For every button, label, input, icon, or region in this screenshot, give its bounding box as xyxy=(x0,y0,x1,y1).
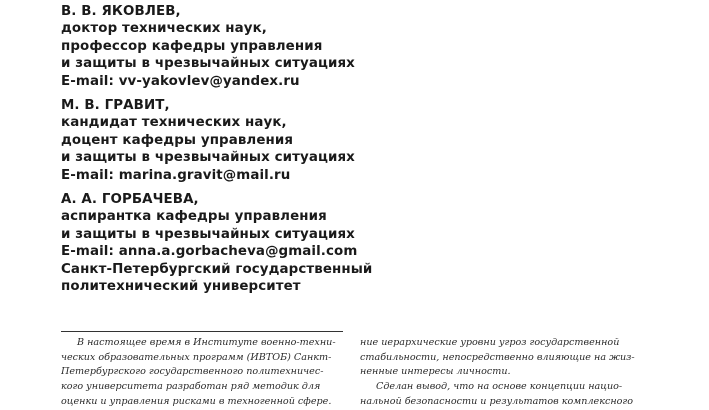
author-email: E-mail: anna.a.gorbacheva@gmail.com xyxy=(61,244,358,260)
author-department: и защиты в чрезвычайных ситуациях xyxy=(61,226,355,242)
author-name: В. В. ЯКОВЛЕВ, xyxy=(61,4,181,19)
author-list xyxy=(61,3,381,303)
abstract-line: нальной безопасности и результатов комплексного xyxy=(360,395,634,407)
abstract-divider xyxy=(61,331,343,332)
author-position: профессор кафедры управления xyxy=(61,38,323,54)
affiliation: политехнический университет xyxy=(61,279,301,295)
author-department: и защиты в чрезвычайных ситуациях xyxy=(61,150,355,166)
abstract-line: ческих образовательных программ (ИВТОБ) Санкт- xyxy=(61,351,332,363)
author-yakovlev xyxy=(61,3,381,90)
abstract-line: В настоящее время в Институте военно-техни- xyxy=(77,337,336,348)
abstract-column-left xyxy=(61,336,343,410)
abstract-line: стабильности, непосредственно влияющие на жиз- xyxy=(360,351,635,363)
author-gravit xyxy=(61,97,381,184)
abstract-line: ненные интересы личности. xyxy=(360,366,511,378)
abstract-column-right xyxy=(360,336,644,410)
abstract-line: оценки и управления рисками в техногенной сфере. xyxy=(61,395,332,407)
author-position: доцент кафедры управления xyxy=(61,132,294,148)
abstract-line: Сделан вывод, что на основе концепции нацио- xyxy=(376,381,623,393)
author-name: М. В. ГРАВИТ, xyxy=(61,98,170,114)
author-degree: доктор технических наук, xyxy=(61,21,267,37)
author-email: E-mail: marina.gravit@mail.ru xyxy=(61,167,291,183)
abstract-line: кого университета разработан ряд методик для xyxy=(61,381,321,393)
author-position: аспирантка кафедры управления xyxy=(61,209,327,225)
affiliation: Санкт-Петербургский государственный xyxy=(61,261,373,277)
author-email: E-mail: vv-yakovlev@yandex.ru xyxy=(61,73,300,89)
abstract-line: Петербургского государственного политехничес- xyxy=(61,366,324,378)
abstract-line: ние иерархические уровни угроз государственной xyxy=(360,337,620,348)
author-name: А. А. ГОРБАЧЕВА, xyxy=(61,192,199,208)
author-department: и защиты в чрезвычайных ситуациях xyxy=(61,56,355,72)
author-gorbacheva xyxy=(61,191,381,295)
author-degree: кандидат технических наук, xyxy=(61,115,287,131)
